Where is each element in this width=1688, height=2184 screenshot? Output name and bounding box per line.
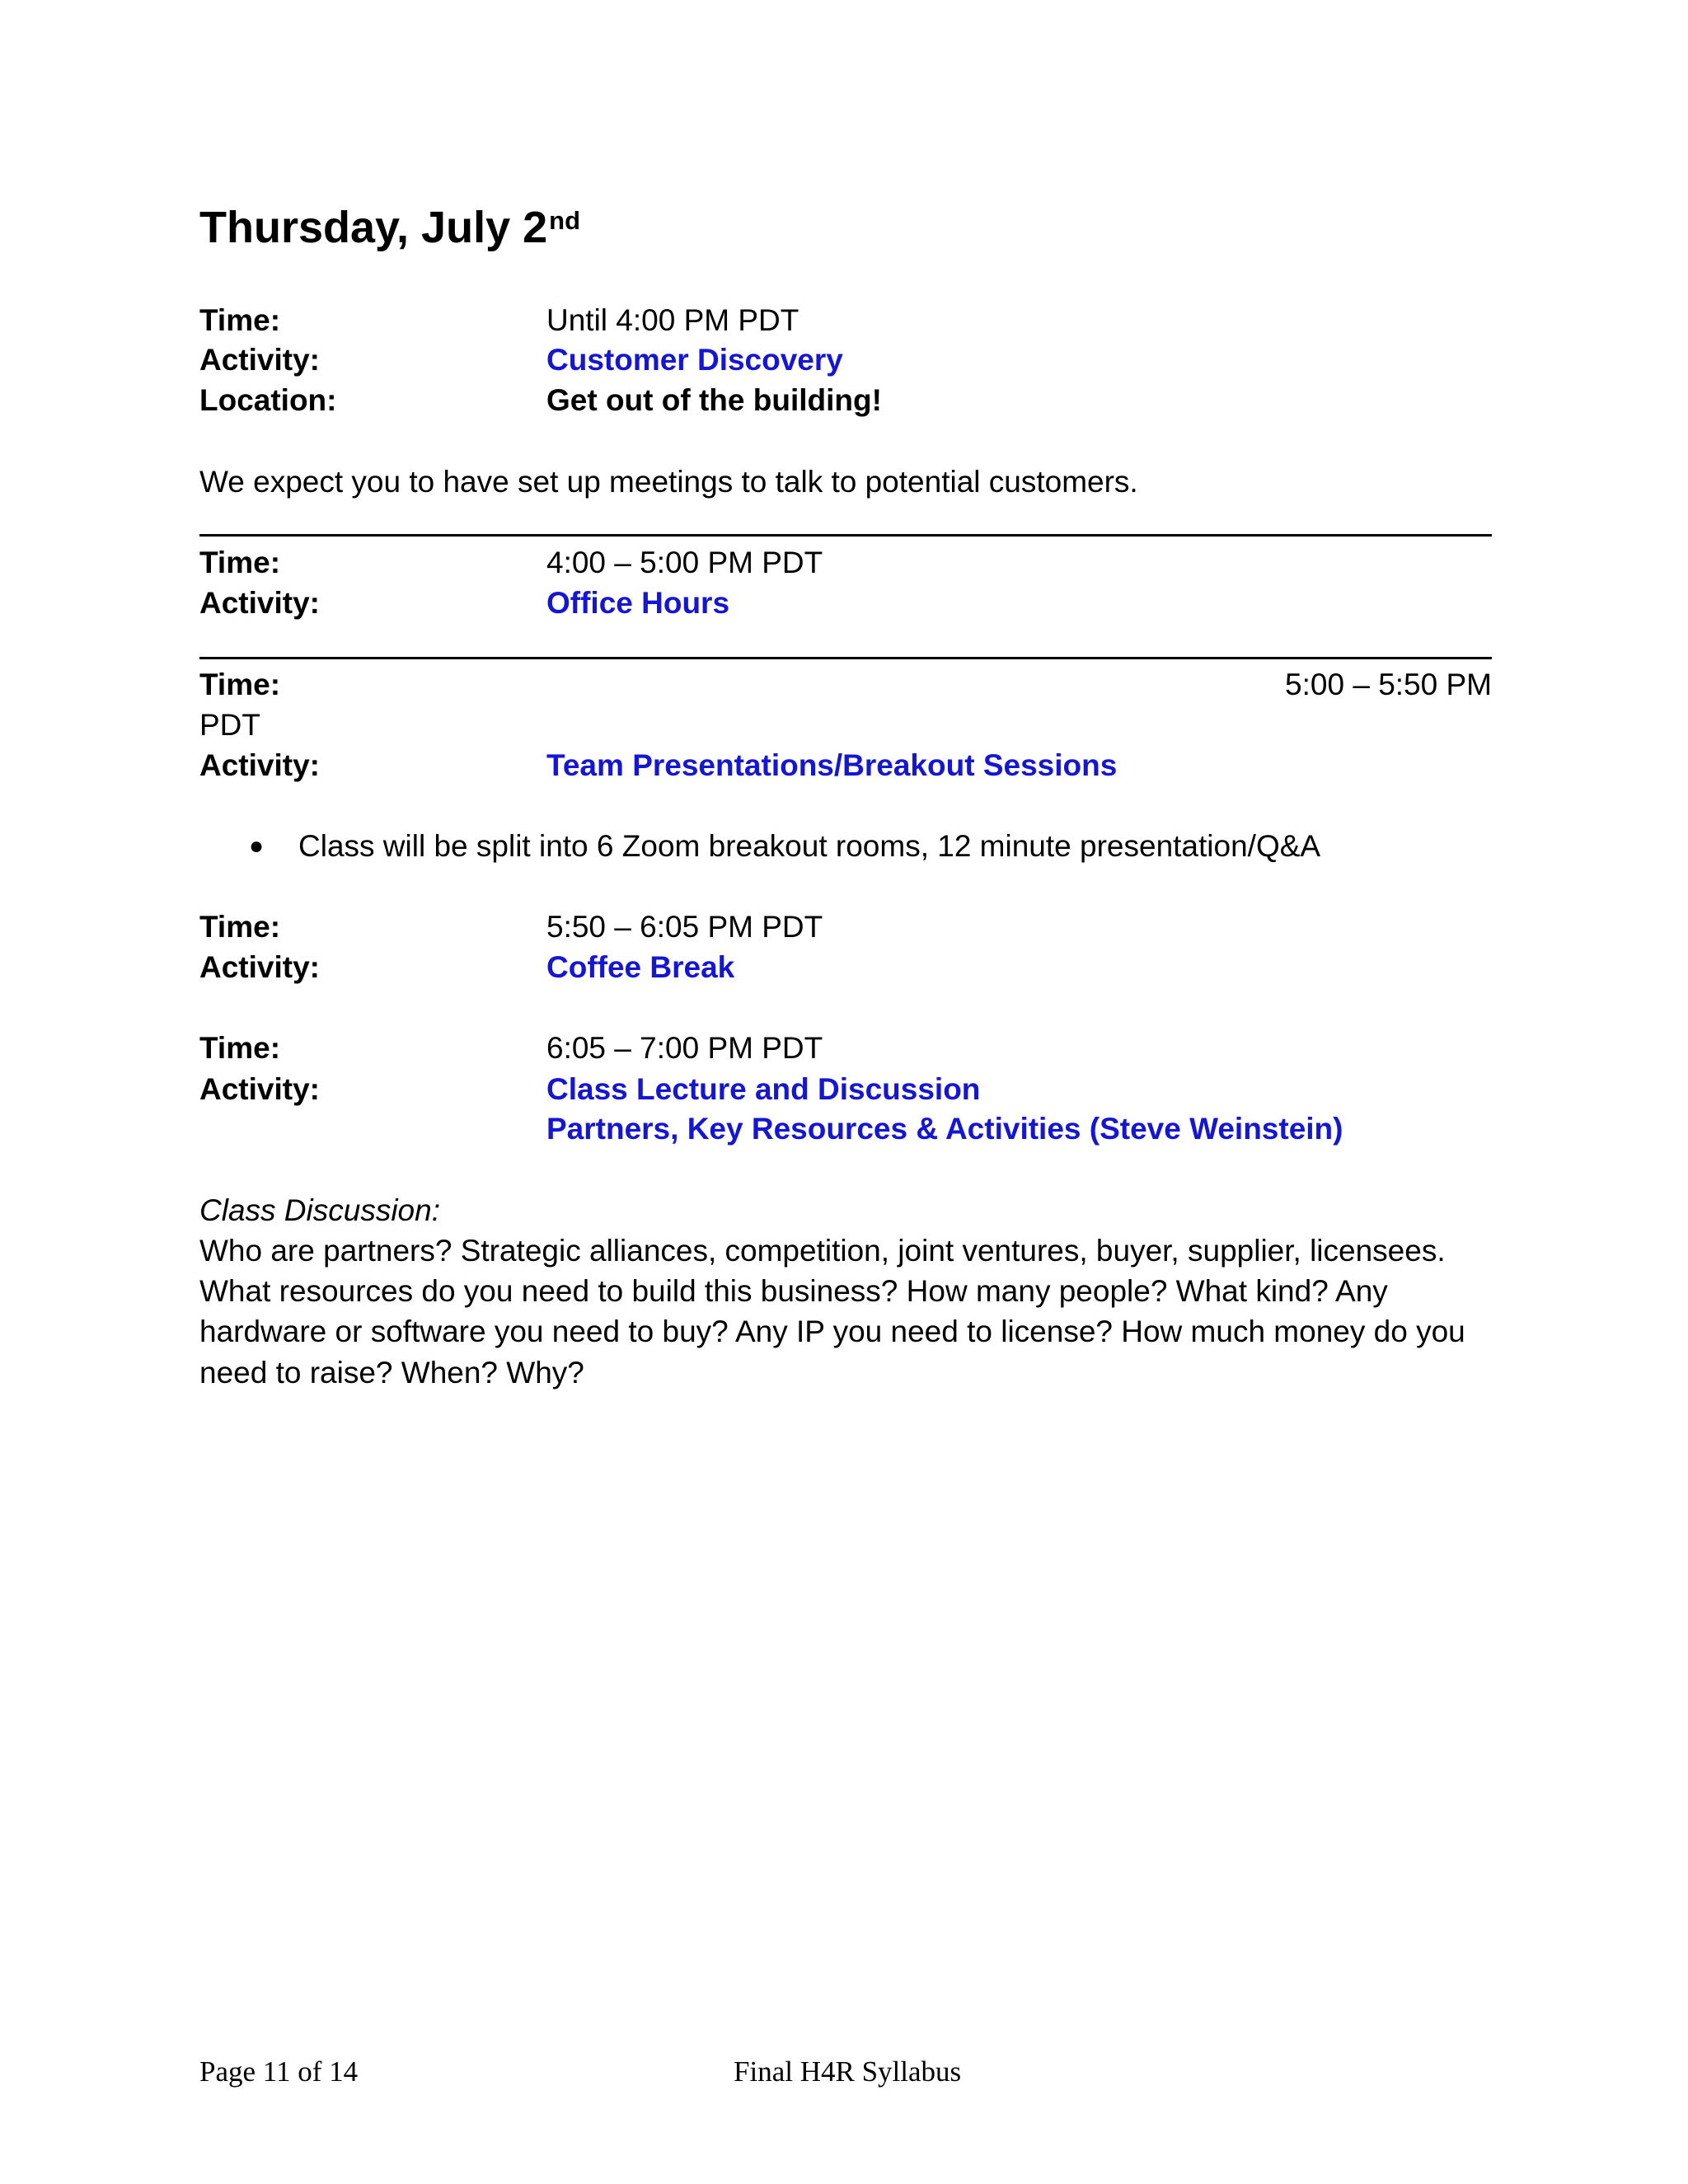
location-value: Get out of the building! <box>546 383 882 417</box>
section-divider <box>199 534 1492 537</box>
discussion-line: Who are partners? Strategic alliances, competition, joint ventures, buyer, supplier, licensees. <box>199 1234 1446 1268</box>
location-label: Location: <box>199 383 337 417</box>
section-divider <box>199 657 1492 659</box>
time-value: 5:50 – 6:05 PM PDT <box>546 910 823 944</box>
discussion-line: need to raise? When? Why? <box>199 1356 584 1390</box>
meetings-note: We expect you to have set up meetings to talk to potential customers. <box>199 465 1138 499</box>
activity-value: Coffee Break <box>546 950 735 984</box>
activity-value: Customer Discovery <box>546 343 843 377</box>
time-value-right: 5:00 – 5:50 PM <box>1285 668 1492 701</box>
activity-label: Activity: <box>199 950 320 984</box>
page-number: Page 11 of 14 <box>199 2055 359 2088</box>
time-label: Time: <box>199 303 281 337</box>
time-value-wrap: PDT <box>199 708 260 742</box>
activity-value: Office Hours <box>546 586 730 620</box>
time-label: Time: <box>199 910 281 944</box>
activity-value: Team Presentations/Breakout Sessions <box>546 748 1118 782</box>
activity-value: Class Lecture and Discussion <box>546 1072 981 1106</box>
discussion-heading: Class Discussion: <box>199 1193 440 1227</box>
activity-value-subtitle: Partners, Key Resources & Activities (Steve Weinstein) <box>546 1112 1343 1146</box>
time-value: 4:00 – 5:00 PM PDT <box>546 546 823 579</box>
activity-label: Activity: <box>199 1072 320 1106</box>
time-label: Time: <box>199 668 281 701</box>
document-title: Final H4R Syllabus <box>734 2055 962 2088</box>
discussion-line: What resources do you need to build this business? How many people? What kind? Any <box>199 1274 1388 1308</box>
discussion-line: hardware or software you need to buy? Any IP you need to license? How much money do you <box>199 1315 1465 1348</box>
activity-label: Activity: <box>199 748 320 782</box>
activity-label: Activity: <box>199 586 320 620</box>
page-title <box>199 201 580 254</box>
page-title-superscript: nd <box>549 206 581 235</box>
bullet-icon: ● <box>249 832 265 860</box>
bullet-item: Class will be split into 6 Zoom breakout rooms, 12 minute presentation/Q&A <box>298 829 1321 863</box>
activity-label: Activity: <box>199 343 320 377</box>
time-value: Until 4:00 PM PDT <box>546 303 799 337</box>
time-value: 6:05 – 7:00 PM PDT <box>546 1031 823 1065</box>
time-label: Time: <box>199 1031 281 1065</box>
page-title-text: Thursday, July 2 <box>199 203 548 252</box>
time-label: Time: <box>199 546 281 579</box>
